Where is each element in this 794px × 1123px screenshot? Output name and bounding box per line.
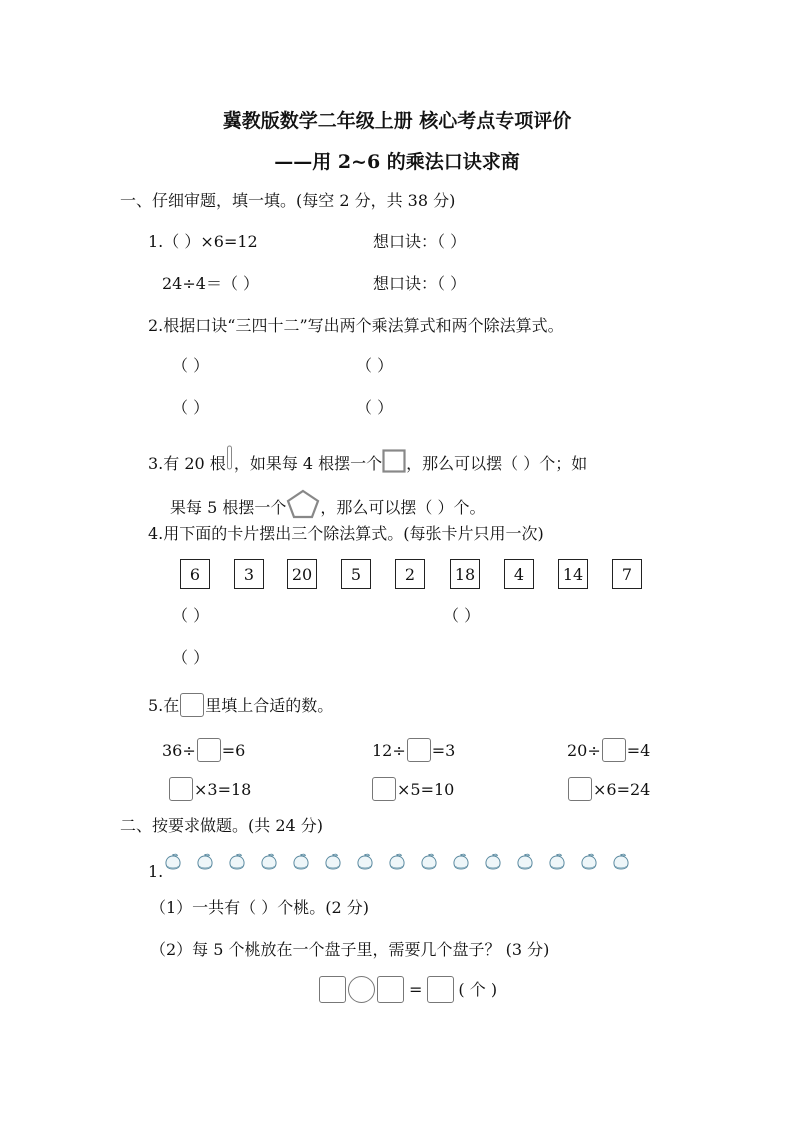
q1b-mnemonic-blank: 想口诀：（ ）	[373, 274, 467, 293]
answer-box[interactable]	[169, 777, 193, 801]
peach-icon	[420, 853, 438, 870]
peach-icon	[388, 853, 406, 870]
peach-row	[164, 853, 644, 874]
answer-box[interactable]	[319, 976, 346, 1003]
unit-label: ( 个 )	[458, 979, 498, 999]
q4-text: 4.用下面的卡片摆出三个除法算式。(每张卡片只用一次)	[148, 524, 544, 543]
q5-r1c2	[372, 738, 455, 762]
peach-icon	[516, 853, 534, 870]
number-card: 3	[234, 559, 264, 589]
q5-text	[148, 693, 333, 717]
answer-box[interactable]	[568, 777, 592, 801]
answer-box[interactable]	[377, 976, 404, 1003]
peach-icon	[580, 853, 598, 870]
q4-blank-2: （ ）	[443, 606, 481, 625]
answer-box[interactable]	[427, 976, 454, 1003]
peach-icon	[356, 853, 374, 870]
q4-blank-3: （ ）	[172, 648, 210, 667]
q5-text-b: 里填上合适的数。	[205, 696, 334, 715]
pentagon-icon	[286, 489, 320, 524]
q4-blank-1: （ ）	[172, 606, 210, 625]
q5-r2c3	[567, 777, 650, 801]
q1b-equation: 24÷4＝（ ）	[162, 274, 260, 293]
q5-r1c3-b: =4	[626, 741, 651, 760]
q3-text-a: 3.有 20 根	[148, 454, 226, 473]
q2-blank-1: （ ）	[172, 356, 210, 375]
peach-icon	[196, 853, 214, 870]
q5-r1c2-b: =3	[431, 741, 456, 760]
section1-heading: 一、仔细审题，填一填。(每空 2 分，共 38 分)	[120, 191, 456, 210]
peach-icon	[260, 853, 278, 870]
q2-blank-3: （ ）	[172, 398, 210, 417]
q1a-mnemonic-blank: 想口诀：（ ）	[373, 232, 467, 251]
q2-blank-4: （ ）	[356, 398, 394, 417]
number-card: 20	[287, 559, 317, 589]
peach-icon	[324, 853, 342, 870]
q5-r1c1-b: =6	[221, 741, 246, 760]
section2-heading: 二、按要求做题。(共 24 分)	[120, 816, 324, 835]
q3-text-d: 果每 5 根摆一个	[170, 498, 287, 517]
equals-sign: =	[409, 979, 423, 999]
s2-q1-sub1: （1）一共有（ ）个桃。(2 分)	[150, 898, 370, 917]
page-title: 冀教版数学二年级上册 核心考点专项评价	[222, 110, 572, 132]
s2-q1-sub2: （2）每 5 个桃放在一个盘子里，需要几个盘子？ (3 分)	[150, 940, 550, 959]
operator-circle[interactable]	[348, 976, 375, 1003]
q2-text: 2.根据口诀“三四十二”写出两个乘法算式和两个除法算式。	[148, 316, 564, 335]
page-subtitle: ——用 2~6 的乘法口诀求商	[274, 151, 520, 173]
q5-r1c1	[162, 738, 245, 762]
number-card: 6	[180, 559, 210, 589]
q5-r2c2-text: ×5=10	[397, 780, 455, 799]
q5-r1c3	[567, 738, 650, 762]
q5-r1c3-a: 20÷	[567, 741, 601, 760]
q3-text-e: ，那么可以摆（ ）个。	[320, 498, 486, 517]
peach-icon	[452, 853, 470, 870]
q5-r1c2-a: 12÷	[372, 741, 406, 760]
peach-icon	[484, 853, 502, 870]
q3-line1	[148, 445, 587, 478]
stick-icon	[226, 445, 234, 476]
number-card: 18	[450, 559, 480, 589]
q5-r2c3-text: ×6=24	[593, 780, 651, 799]
peach-icon	[548, 853, 566, 870]
peach-icon	[228, 853, 246, 870]
s2-q1-label: 1.	[148, 862, 164, 881]
equation-template	[318, 976, 497, 1003]
q3-text-c: ，那么可以摆（ ）个；如	[406, 454, 588, 473]
q5-r2c2	[371, 777, 454, 801]
q5-r1c1-a: 36÷	[162, 741, 196, 760]
peach-icon	[292, 853, 310, 870]
number-card: 7	[612, 559, 642, 589]
number-card: 14	[558, 559, 588, 589]
q3-text-b: ，如果每 4 根摆一个	[233, 454, 383, 473]
q1a-equation: 1.（ ）×6=12	[148, 232, 258, 251]
peach-icon	[612, 853, 630, 870]
answer-box[interactable]	[372, 777, 396, 801]
q5-text-a: 5.在	[148, 696, 180, 715]
answer-box[interactable]	[602, 738, 626, 762]
answer-box[interactable]	[197, 738, 221, 762]
number-card: 2	[395, 559, 425, 589]
answer-box[interactable]	[180, 693, 204, 717]
q5-r2c1	[168, 777, 251, 801]
number-card: 4	[504, 559, 534, 589]
q5-r2c1-text: ×3=18	[194, 780, 252, 799]
q2-blank-2: （ ）	[356, 356, 394, 375]
number-card: 5	[341, 559, 371, 589]
answer-box[interactable]	[407, 738, 431, 762]
peach-icon	[164, 853, 182, 870]
q3-line2	[170, 489, 485, 524]
square-icon	[382, 449, 406, 478]
